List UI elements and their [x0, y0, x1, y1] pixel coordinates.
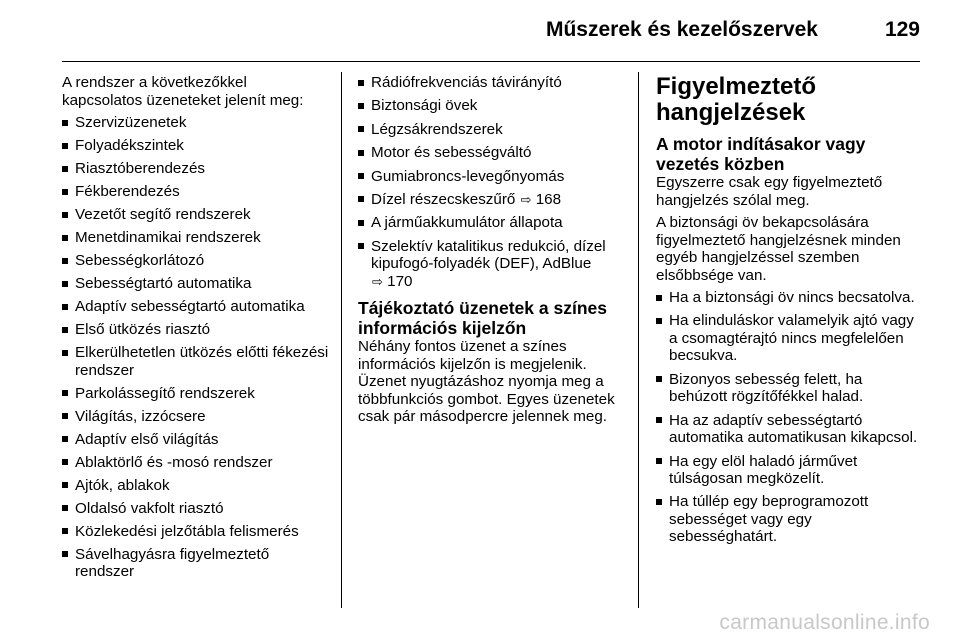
section-heading: Tájékoztató üzenetek a színes információs kijelzőn [358, 298, 607, 339]
list-item: Rádiófrekvenciás távirányító [358, 74, 626, 92]
list-item: Ha az adaptív sebességtartó automatika automatikusan kikapcsol. [656, 412, 922, 447]
warning-chime-list [656, 289, 922, 546]
list-item: Ablaktörlő és -mosó rendszer [62, 454, 330, 472]
list-item: Oldalsó vakfolt riasztó [62, 500, 330, 518]
list-item: Első ütközés riasztó [62, 321, 330, 339]
list-item: Bizonyos sebesség felett, ha behúzott rögzítőfékkel halad. [656, 371, 922, 406]
message-category-list-continued [358, 74, 626, 290]
section-paragraph: Néhány fontos üzenet a színes információs kijelzőn is megjelenik. Üzenet nyugtázáshoz nyomja meg a többfunkciós gombot. Egyes üzenetek csak pár másodpercre jelennek meg. [358, 338, 615, 426]
list-item: Menetdinamikai rendszerek [62, 229, 330, 247]
list-item: Adaptív első világítás [62, 431, 330, 449]
column-2 [358, 74, 626, 431]
list-item: Szelektív katalitikus redukció, dízel kipufogó-folyadék (DEF), AdBlue ⇨ 170 [358, 238, 626, 291]
list-item: Sávelhagyásra figyelmeztető rendszer [62, 546, 330, 581]
list-item: Parkolássegítő rendszerek [62, 385, 330, 403]
paragraph: Egyszerre csak egy figyelmeztető hangjelzés szólal meg. [656, 174, 883, 209]
paragraph: A biztonsági öv bekapcsolására figyelmeztető hangjelzésnek minden egyéb hangjelzéssel szemben elsőbbsége van. [656, 214, 901, 284]
list-item: Vezetőt segítő rendszerek [62, 206, 330, 224]
column-divider-right [638, 72, 639, 608]
list-item: Sebességkorlátozó [62, 252, 330, 270]
list-item: Légzsákrendszerek [358, 121, 626, 139]
watermark: carmanualsonline.info [719, 611, 930, 634]
list-item: Dízel részecskeszűrő ⇨ 168 [358, 191, 626, 209]
list-item: Gumiabroncs-levegőnyomás [358, 168, 626, 186]
list-item: Szervizüzenetek [62, 114, 330, 132]
list-item: Közlekedési jelzőtábla felismerés [62, 523, 330, 541]
list-item: Világítás, izzócsere [62, 408, 330, 426]
message-category-list [62, 114, 330, 581]
column-divider-left [341, 72, 342, 608]
subsection-heading: A motor indításakor vagy vezetés közben [656, 134, 866, 174]
list-item: Sebességtartó automatika [62, 275, 330, 293]
list-item: Folyadékszintek [62, 137, 330, 155]
section-title: Figyelmeztető hangjelzések [656, 73, 817, 126]
list-item: Ajtók, ablakok [62, 477, 330, 495]
list-item: Adaptív sebességtartó automatika [62, 298, 330, 316]
list-item: Elkerülhetetlen ütközés előtti fékezési rendszer [62, 344, 330, 379]
list-item: Ha a biztonsági öv nincs becsatolva. [656, 289, 922, 307]
list-item: A járműakkumulátor állapota [358, 214, 626, 232]
page-reference[interactable]: 168 [535, 190, 562, 208]
list-item: Ha túllép egy beprogramozott sebességet vagy egy sebességhatárt. [656, 493, 922, 546]
column-3 [656, 74, 922, 552]
column-1 [62, 74, 330, 586]
cross-reference-arrow-icon: ⇨ [372, 273, 383, 289]
list-item: Ha egy elöl haladó járművet túlságosan megközelít. [656, 453, 922, 488]
intro-text: A rendszer a következőkkel kapcsolatos üzeneteket jelenít meg: [62, 74, 304, 109]
list-item: Ha elinduláskor valamelyik ajtó vagy a csomagtérajtó nincs megfelelően becsukva. [656, 312, 922, 365]
list-item: Fékberendezés [62, 183, 330, 201]
list-item: Motor és sebességváltó [358, 144, 626, 162]
page-number: 129 [884, 18, 920, 41]
header-rule [62, 61, 920, 62]
list-item: Biztonsági övek [358, 97, 626, 115]
header-title: Műszerek és kezelőszervek [545, 18, 818, 41]
list-item: Riasztóberendezés [62, 160, 330, 178]
cross-reference-arrow-icon: ⇨ [520, 191, 532, 207]
page-reference[interactable]: 170 [387, 272, 413, 290]
